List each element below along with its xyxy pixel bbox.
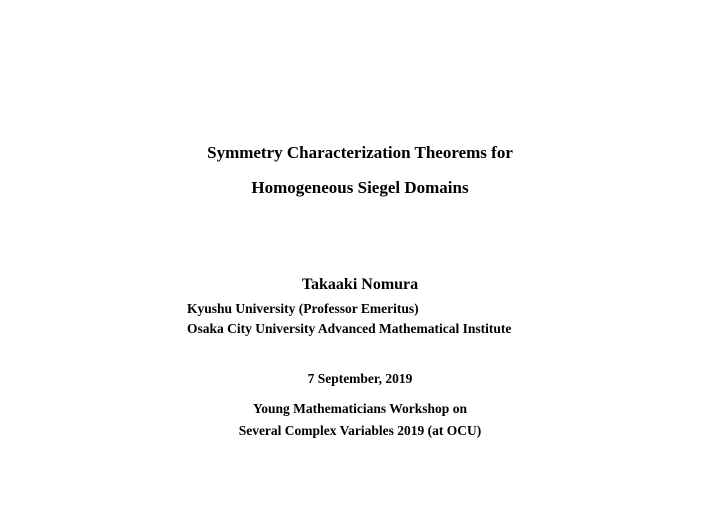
event-line-2: Several Complex Variables 2019 (at OCU)	[238, 423, 482, 438]
event-line-1: Young Mathematicians Workshop on	[253, 401, 467, 416]
title-line-2: Homogeneous Siegel Domains	[251, 178, 469, 197]
author-name: Takaaki Nomura	[301, 276, 419, 293]
title-line-1: Symmetry Characterization Theorems for	[207, 143, 513, 162]
affiliation-osaka: Osaka City University Advanced Mathematical Institute	[187, 321, 512, 336]
affiliation-kyushu: Kyushu University (Professor Emeritus)	[187, 301, 419, 316]
presentation-date: 7 September, 2019	[307, 371, 413, 386]
